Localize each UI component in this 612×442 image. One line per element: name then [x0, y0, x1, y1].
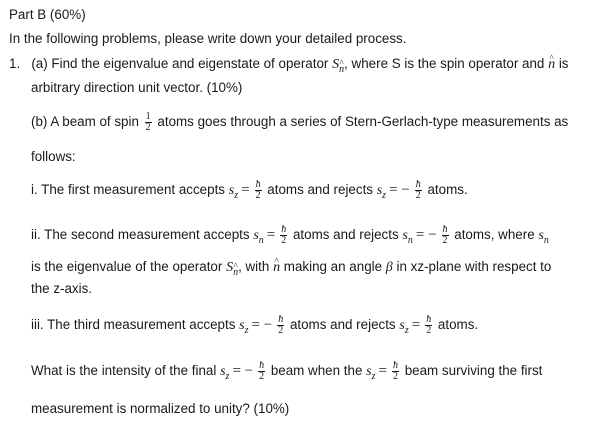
q1a-line-2: arbitrary direction unit vector. (10%): [31, 80, 243, 95]
measurement-i: i. The first measurement accepts $s_z$ = $\frac{ħ}{2}$ atoms and rejects $s_z$ = − $\frac{ħ}{2}$ atoms.: [31, 179, 468, 202]
part-heading: Part B (60%): [9, 7, 86, 22]
measurement-ii-line-2: is the eigenvalue of the operator S^ $_n$, with ^ n making an angle β in xz-plane with respect to: [31, 258, 551, 282]
q1b-line-1: (b) A beam of spin $\frac{1}{2}$ atoms goes through a series of Stern-Gerlach-type measurements as: [31, 111, 569, 133]
q1a-line-1: 1. (a) Find the eigenvalue and eigenstate of operator S^ $_n$, where S is the spin operator and ^ n is: [9, 55, 568, 79]
measurement-iii: iii. The third measurement accepts $s_z$ = − $\frac{ħ}{2}$ atoms and rejects $s_z$ = $\frac{ħ}{2}$ atoms.: [31, 314, 479, 337]
nhat-symbol: ^ n: [548, 56, 555, 74]
measurement-ii-line-3: the z-axis.: [31, 281, 93, 296]
question-number: 1.: [9, 56, 21, 71]
q1b-line-2: follows:: [31, 149, 76, 164]
fraction-one-half: $\frac{1}{2}$: [145, 111, 151, 133]
measurement-ii: ii. The second measurement accepts $s_n$ = $\frac{ħ}{2}$ atoms and rejects $s_n$ = − $\frac{ħ}{2}$ atoms, where $s_n$: [31, 224, 549, 247]
operator-S-nhat: S^ $_n$: [332, 57, 344, 72]
beta-symbol: β: [385, 260, 393, 275]
final-question-line-1: What is the intensity of the final $s_z$ = − $\frac{ħ}{2}$ beam when the $s_z$ = $\frac{ħ}{2}$ beam surviving the first: [31, 360, 543, 383]
final-question-line-2: measurement is normalized to unity? (10%): [31, 401, 290, 416]
intro-text: In the following problems, please write down your detailed process.: [9, 31, 407, 46]
q1a-text: (a) Find the eigenvalue and eigenstate of operator: [31, 56, 329, 71]
